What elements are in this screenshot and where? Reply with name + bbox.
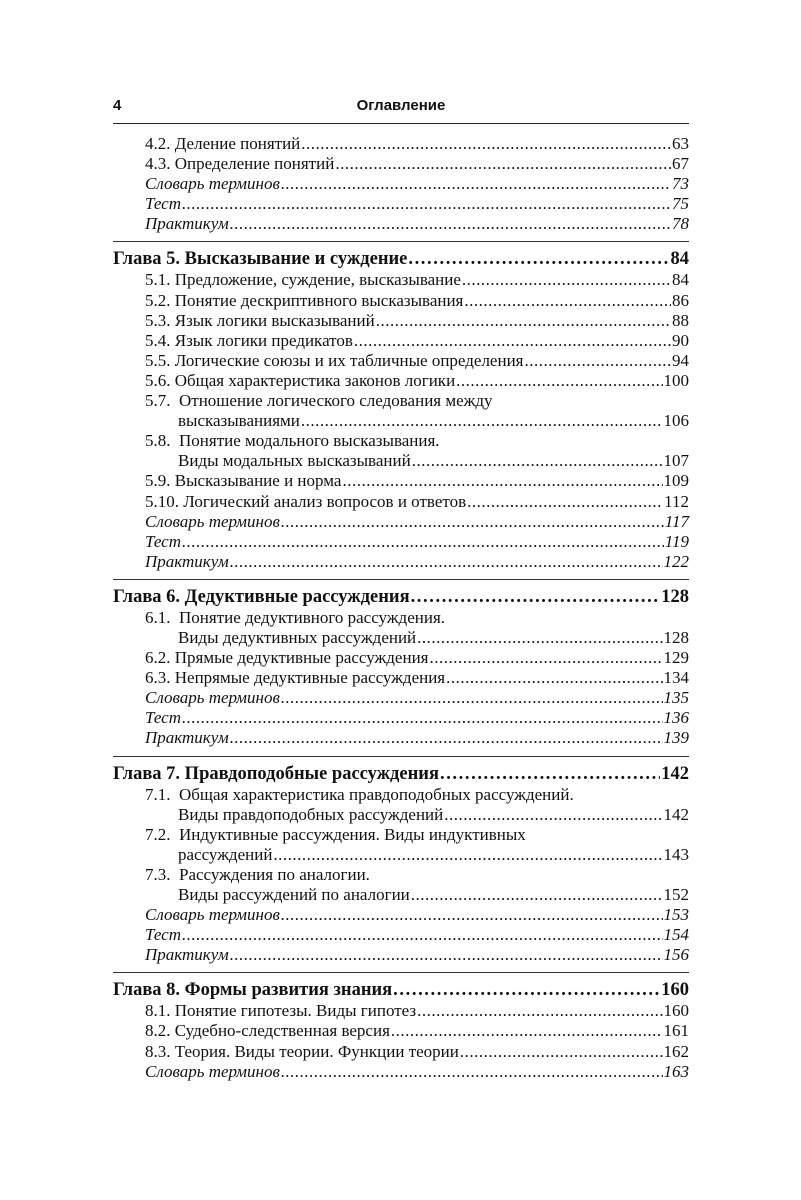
leader-dots (524, 351, 671, 371)
section-title: Тест (145, 925, 181, 945)
section-title: Практикум (145, 551, 229, 571)
toc-section[interactable] (113, 1001, 689, 1021)
leader-dots (230, 552, 663, 572)
leader-dots (230, 945, 663, 965)
chapter-title: Глава 8. Формы развития знания (113, 980, 393, 1001)
toc-apparatus[interactable] (113, 1062, 689, 1082)
leader-dots (301, 134, 671, 154)
toc-apparatus[interactable] (113, 532, 689, 552)
header-rule (113, 123, 689, 124)
section-title: Понятие модального высказывания. (179, 431, 440, 451)
toc-section[interactable] (113, 785, 689, 825)
leader-dots (230, 728, 663, 748)
leader-dots (408, 248, 669, 270)
leader-dots (301, 411, 663, 431)
section-title: Словарь терминов (145, 174, 280, 194)
toc-apparatus[interactable] (113, 174, 689, 194)
section-title: Тест (145, 708, 181, 728)
toc-apparatus[interactable] (113, 512, 689, 532)
leader-dots (182, 925, 663, 945)
section-first-line (145, 431, 689, 451)
page-ref: 73 (672, 174, 689, 194)
section-title: Тест (145, 194, 181, 214)
toc-apparatus[interactable] (113, 688, 689, 708)
page-ref: 161 (663, 1021, 689, 1041)
section-first-line (145, 608, 689, 628)
page-ref: 162 (663, 1041, 689, 1061)
leader-dots (273, 845, 662, 865)
page-ref: 107 (663, 451, 689, 471)
page-ref: 143 (663, 844, 689, 864)
page-ref: 90 (672, 330, 689, 350)
leader-dots (411, 586, 661, 608)
toc-apparatus[interactable] (113, 945, 689, 965)
page-ref: 112 (664, 491, 689, 511)
toc-section[interactable] (113, 1021, 689, 1041)
leader-dots (462, 270, 671, 290)
section-continuation (145, 845, 689, 865)
section-title: Понятие дедуктивного рассуждения. (179, 607, 446, 627)
page-ref: 75 (672, 194, 689, 214)
toc-section[interactable] (113, 431, 689, 471)
section-continuation (145, 885, 689, 905)
section-title: Язык логики предикатов (174, 330, 353, 350)
page-ref: 152 (663, 885, 689, 904)
section-title: Отношение логического следования между (179, 391, 493, 411)
leader-dots (376, 311, 671, 331)
section-number: 5.8. (145, 431, 175, 451)
section-number: 5.3. (145, 310, 171, 330)
toc-section[interactable] (113, 270, 689, 290)
leader-dots (182, 708, 663, 728)
toc-section[interactable] (113, 371, 689, 391)
page-ref: 94 (672, 350, 689, 370)
leader-dots (391, 1021, 663, 1041)
leader-dots (444, 805, 662, 825)
section-number: 4.2. (145, 134, 171, 153)
section-title: Теория. Виды теории. Функции теории (174, 1041, 459, 1061)
section-title: Общая характеристика правдоподобных рассуждений. (179, 784, 574, 804)
section-title: Предложение, суждение, высказывание (174, 270, 461, 290)
page-ref: 88 (672, 310, 689, 330)
toc-section[interactable] (113, 154, 689, 174)
section-title: Рассуждения по аналогии. (179, 864, 370, 884)
toc-chapter[interactable] (113, 972, 689, 1001)
leader-dots (430, 648, 663, 668)
section-number: 8.1. (145, 1001, 171, 1021)
section-number: 5.7. (145, 391, 175, 411)
toc-section[interactable] (113, 668, 689, 688)
toc-section[interactable] (113, 391, 689, 431)
toc-apparatus[interactable] (113, 194, 689, 214)
section-number: 7.3. (145, 864, 175, 884)
section-number: 5.10. (145, 491, 179, 511)
section-title: Судебно-следственная версия (174, 1021, 390, 1041)
toc-apparatus[interactable] (113, 708, 689, 728)
page-ref: 135 (663, 688, 689, 708)
chapter-title: Глава 6. Дедуктивные рассуждения (113, 586, 410, 607)
section-title: Словарь терминов (145, 688, 280, 708)
section-continuation (145, 451, 689, 471)
page-number: 4 (113, 97, 122, 114)
table-of-contents (113, 134, 689, 1082)
section-first-line (145, 825, 689, 845)
section-title: Логический анализ вопросов и ответов (183, 491, 467, 511)
section-title: Деление понятий (174, 134, 301, 153)
toc-section[interactable] (113, 492, 689, 512)
section-number: 7.1. (145, 784, 175, 804)
page-ref: 139 (663, 728, 689, 748)
section-title: Непрямые дедуктивные рассуждения (174, 668, 446, 688)
page-ref: 153 (663, 905, 689, 925)
section-first-line (145, 785, 689, 805)
section-title: Словарь терминов (145, 511, 280, 531)
section-title: Практикум (145, 214, 229, 234)
page-ref: 134 (663, 668, 689, 688)
leader-dots (281, 688, 663, 708)
toc-section[interactable] (113, 331, 689, 351)
chapter-title: Глава 7. Правдоподобные рассуждения (113, 763, 439, 784)
section-title: Определение понятий (174, 154, 335, 174)
page-ref: 122 (663, 551, 689, 571)
section-title-cont: Виды модальных высказываний (178, 451, 411, 471)
section-continuation (145, 411, 689, 431)
page-header (113, 92, 689, 122)
page-ref: 142 (661, 763, 689, 784)
toc-apparatus[interactable] (113, 552, 689, 572)
section-number: 8.2. (145, 1021, 171, 1041)
leader-dots (411, 885, 663, 905)
section-number: 5.2. (145, 290, 171, 310)
chapter-title: Глава 5. Высказывание и суждение (113, 249, 408, 270)
toc-section[interactable] (113, 825, 689, 865)
leader-dots (467, 492, 663, 512)
toc-section[interactable] (113, 1042, 689, 1062)
leader-dots (412, 451, 663, 471)
section-number: 5.9. (145, 471, 171, 491)
leader-dots (281, 512, 664, 532)
toc-chapter[interactable] (113, 579, 689, 608)
page-ref: 156 (663, 945, 689, 965)
section-number: 8.3. (145, 1041, 171, 1061)
leader-dots (446, 668, 662, 688)
leader-dots (281, 1062, 663, 1082)
section-title-cont: высказываниями (178, 411, 300, 431)
page-ref: 163 (663, 1061, 689, 1081)
leader-dots (281, 174, 671, 194)
page-ref: 84 (670, 249, 689, 270)
toc-section[interactable] (113, 291, 689, 311)
toc-apparatus[interactable] (113, 905, 689, 925)
leader-dots (182, 532, 664, 552)
page-ref: 100 (663, 370, 689, 390)
section-number: 5.5. (145, 350, 171, 370)
toc-section[interactable] (113, 865, 689, 905)
toc-apparatus[interactable] (113, 925, 689, 945)
section-first-line (145, 865, 689, 885)
section-continuation (145, 805, 689, 825)
toc-section[interactable] (113, 351, 689, 371)
section-title-cont: Виды дедуктивных рассуждений (178, 627, 417, 647)
toc-chapter[interactable] (113, 241, 689, 270)
page-ref: 142 (663, 804, 689, 824)
section-title: Тест (145, 531, 181, 551)
section-continuation (145, 628, 689, 648)
page-ref: 86 (672, 290, 689, 310)
page-ref: 63 (672, 134, 689, 153)
section-first-line (145, 391, 689, 411)
section-number: 6.1. (145, 607, 175, 627)
leader-dots (335, 154, 671, 174)
page-ref: 106 (663, 411, 689, 431)
page-ref: 84 (672, 270, 689, 290)
leader-dots (230, 214, 671, 234)
leader-dots (417, 1001, 662, 1021)
section-title: Словарь терминов (145, 905, 280, 925)
section-title: Практикум (145, 728, 229, 748)
page-ref: 136 (663, 708, 689, 728)
section-number: 5.1. (145, 270, 171, 290)
toc-section[interactable] (113, 311, 689, 331)
section-title: Понятие гипотезы. Виды гипотез (174, 1001, 417, 1021)
page-ref: 160 (661, 980, 689, 1001)
leader-dots (456, 371, 662, 391)
section-number: 6.3. (145, 668, 171, 688)
toc-apparatus[interactable] (113, 728, 689, 748)
toc-section[interactable] (113, 648, 689, 668)
page-ref: 160 (663, 1001, 689, 1021)
leader-dots (281, 905, 663, 925)
page-ref: 128 (663, 627, 689, 647)
section-title: Общая характеристика законов логики (174, 370, 456, 390)
section-title: Язык логики высказываний (174, 310, 375, 330)
section-title-cont: Виды рассуждений по аналогии (178, 885, 410, 904)
section-title: Прямые дедуктивные рассуждения (174, 648, 429, 668)
leader-dots (464, 291, 671, 311)
section-title: Словарь терминов (145, 1061, 280, 1081)
page-ref: 128 (661, 586, 689, 607)
section-number: 5.6. (145, 370, 171, 390)
section-title: Понятие дескриптивного высказывания (174, 290, 464, 310)
leader-dots (342, 471, 662, 491)
toc-section[interactable] (113, 134, 689, 154)
page-ref: 78 (672, 214, 689, 234)
section-number: 7.2. (145, 824, 175, 844)
leader-dots (182, 194, 671, 214)
running-title: Оглавление (356, 97, 446, 114)
toc-section[interactable] (113, 608, 689, 648)
page-ref: 119 (664, 531, 689, 551)
page-ref: 129 (663, 648, 689, 668)
section-number: 6.2. (145, 648, 171, 668)
section-title: Практикум (145, 945, 229, 965)
page-ref: 154 (663, 925, 689, 945)
toc-section[interactable] (113, 471, 689, 491)
leader-dots (460, 1042, 663, 1062)
page-ref: 67 (672, 154, 689, 174)
toc-chapter[interactable] (113, 756, 689, 785)
leader-dots (417, 628, 662, 648)
section-title: Логические союзы и их табличные определения (174, 350, 524, 370)
section-title: Высказывание и норма (174, 471, 342, 491)
page-ref: 109 (663, 471, 689, 491)
section-title-cont: рассуждений (178, 844, 273, 864)
section-title-cont: Виды правдоподобных рассуждений (178, 804, 444, 824)
toc-apparatus[interactable] (113, 214, 689, 234)
section-number: 4.3. (145, 154, 171, 174)
section-title: Индуктивные рассуждения. Виды индуктивных (179, 824, 526, 844)
leader-dots (440, 763, 660, 785)
leader-dots (393, 979, 660, 1001)
section-number: 5.4. (145, 330, 171, 350)
leader-dots (354, 331, 671, 351)
page-ref: 117 (664, 511, 689, 531)
